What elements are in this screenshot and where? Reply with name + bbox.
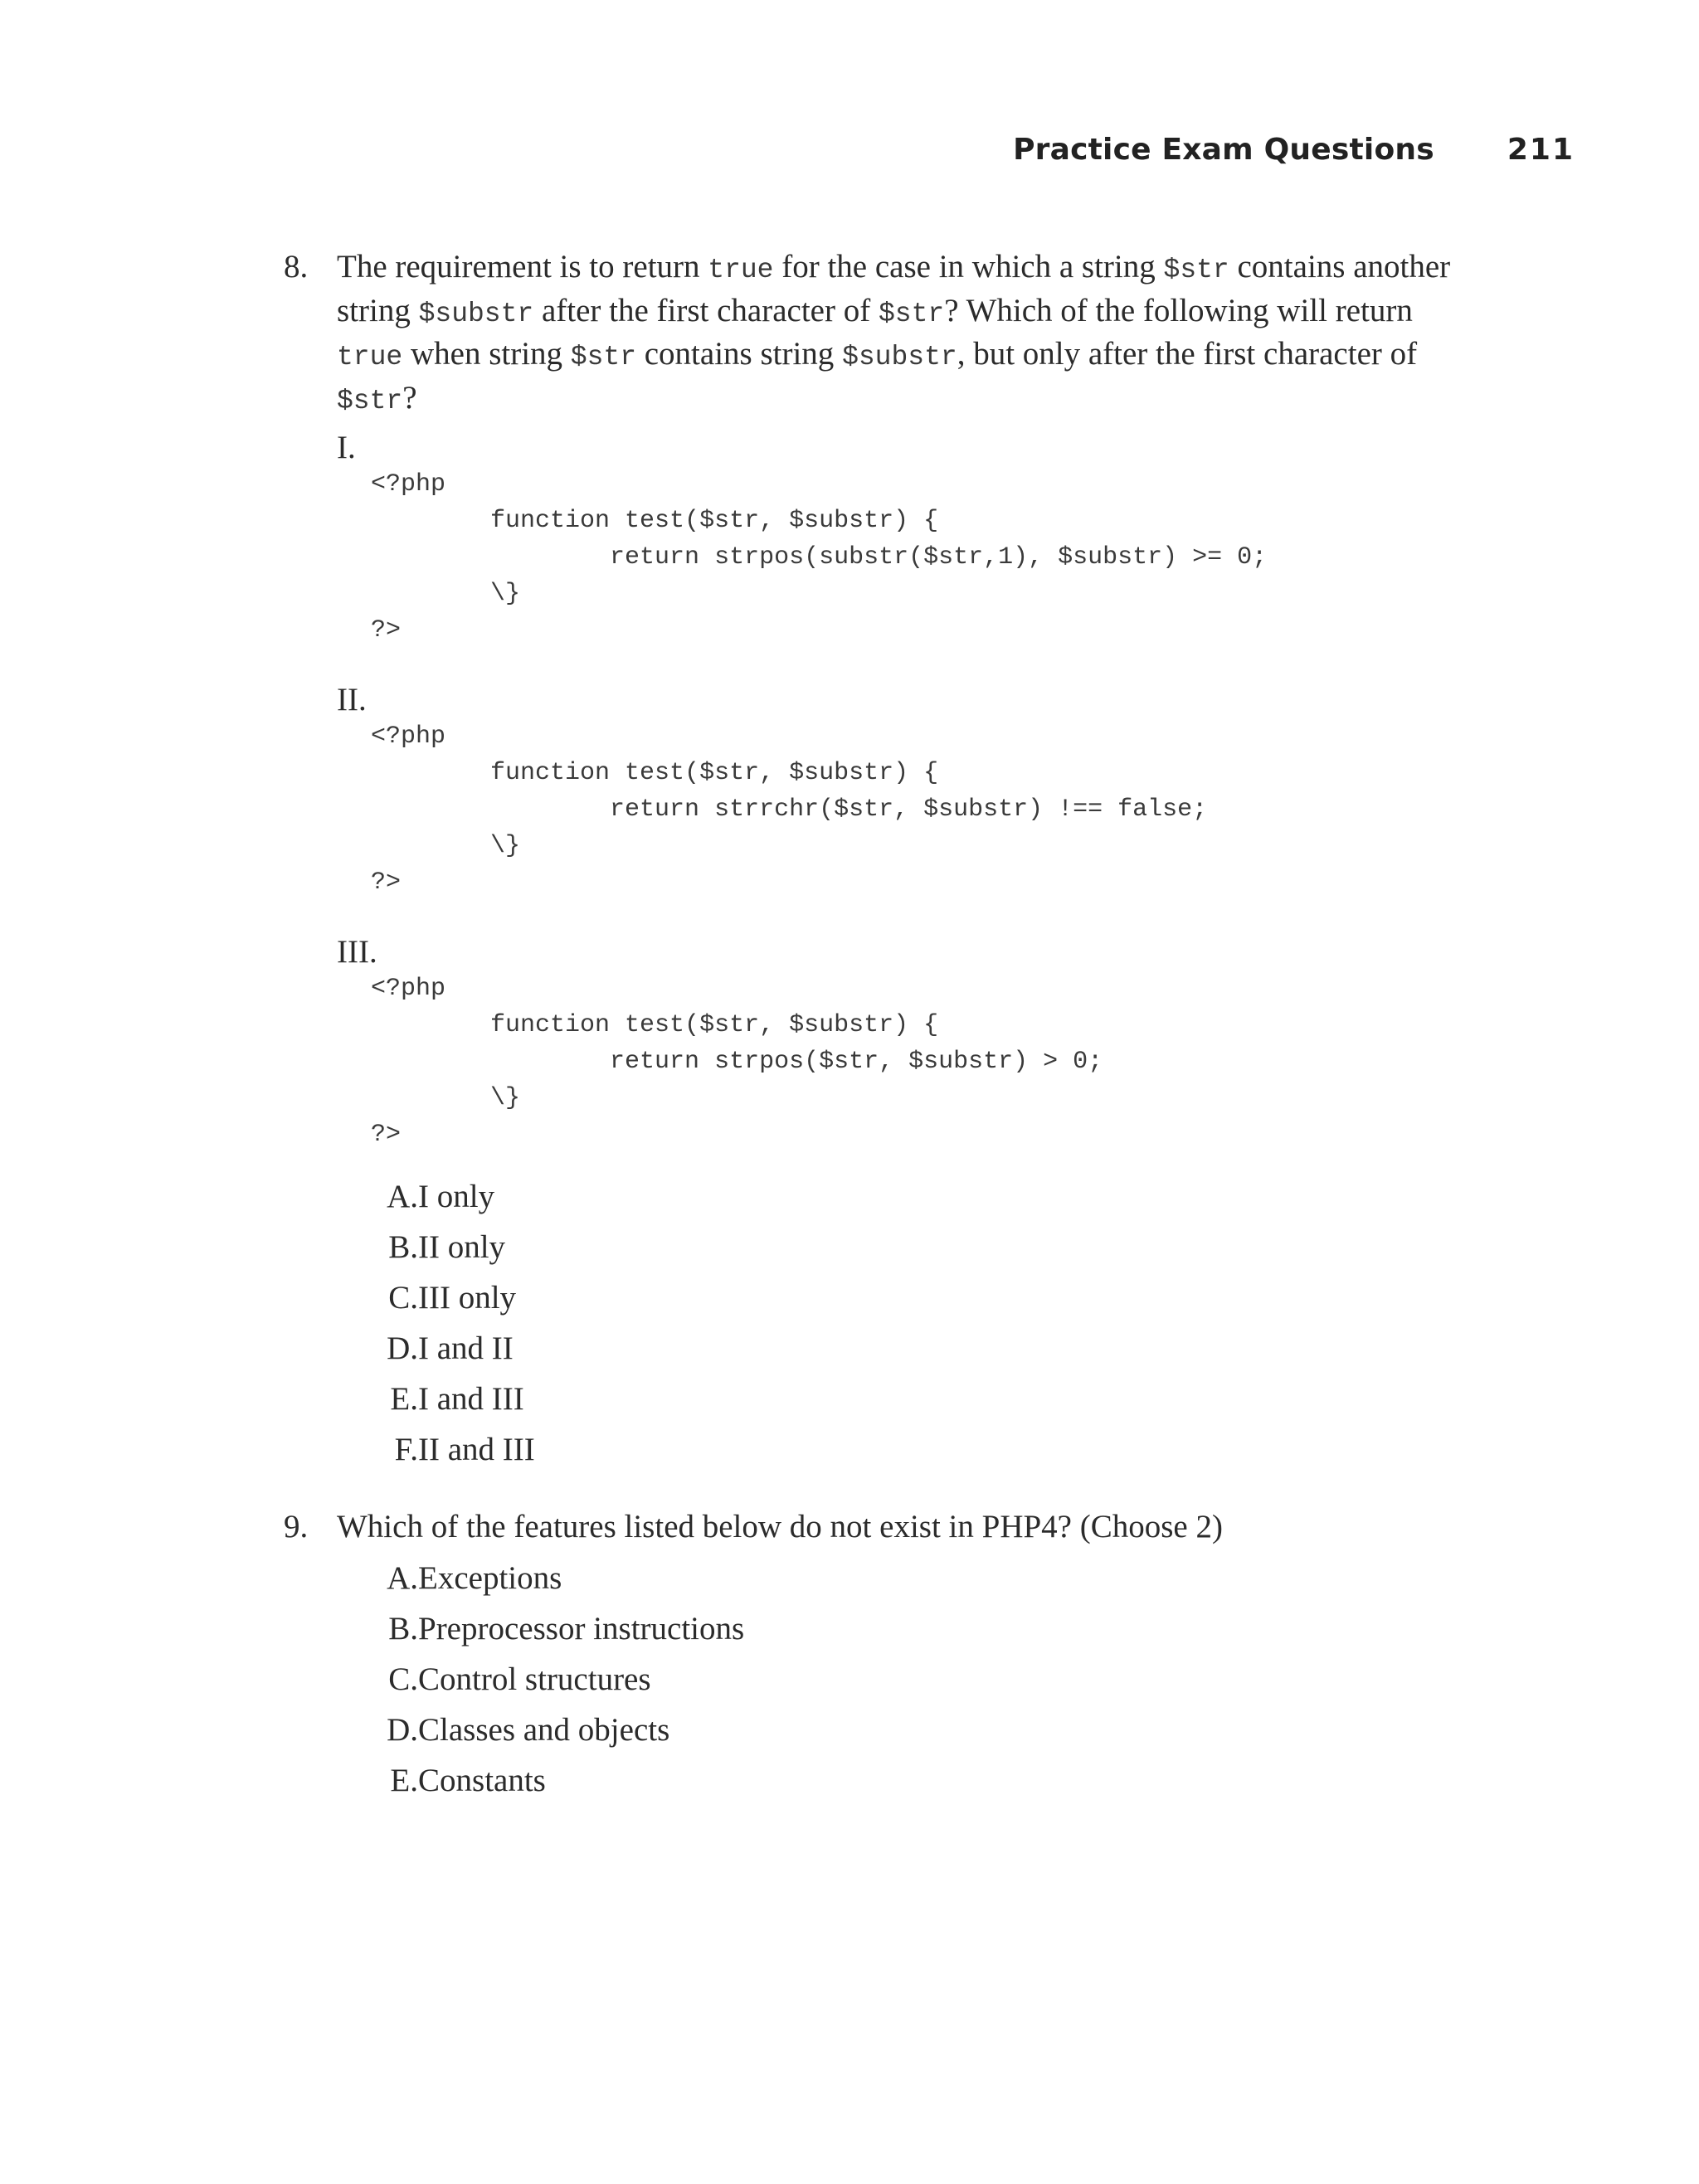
answer-option [367, 1705, 1462, 1755]
option-text: Constants [418, 1762, 546, 1798]
answer-options [337, 1171, 1462, 1475]
option-letter: B. [388, 1229, 418, 1265]
option-letter: F. [394, 1432, 418, 1467]
option-text: Classes and objects [418, 1711, 670, 1748]
text-run: after the first character of [533, 292, 879, 328]
page-number: 211 [1507, 133, 1575, 167]
section-title: Practice Exam Questions [1013, 133, 1434, 167]
option-letter: E. [390, 1381, 418, 1417]
option-letter: C. [388, 1661, 418, 1697]
answer-option [367, 1603, 1462, 1654]
answer-option [367, 1654, 1462, 1705]
code-item-1 [337, 430, 1462, 649]
text-run: ? Which of the following will return [944, 292, 1413, 328]
item-label: II. [337, 682, 367, 717]
question-number: 9. [284, 1509, 309, 1544]
text-run: ? [402, 379, 417, 416]
answer-options [337, 1553, 1462, 1806]
answer-option [367, 1272, 1462, 1323]
code-run: $str [1163, 255, 1229, 285]
text-run: contains another string [337, 249, 1451, 328]
code-run: true [708, 255, 774, 285]
code-run: $substr [842, 342, 957, 372]
answer-option [367, 1755, 1462, 1806]
text-run: Which of the features listed below do not exist in PHP4? (Choose 2) [337, 1509, 1223, 1544]
question-body [337, 1507, 1462, 1806]
question-8 [284, 247, 1462, 1475]
option-text: Exceptions [418, 1559, 562, 1596]
option-text: Preprocessor instructions [418, 1610, 745, 1647]
code-item-2 [337, 682, 1462, 901]
code-run: $str [878, 298, 945, 329]
answer-option [367, 1553, 1462, 1603]
code-run: $str [337, 385, 403, 416]
code-item-3 [337, 934, 1462, 1153]
item-label: I. [337, 430, 356, 465]
option-letter: A. [387, 1559, 418, 1596]
running-head [1013, 133, 1575, 167]
answer-option [367, 1323, 1462, 1374]
option-text: III only [418, 1280, 517, 1316]
option-text: Control structures [418, 1661, 651, 1697]
question-number: 8. [284, 249, 309, 285]
question-text [337, 247, 1462, 421]
item-label: III. [337, 934, 377, 970]
option-text: I only [418, 1179, 495, 1214]
option-text: II only [418, 1229, 506, 1265]
code-block: <?php function test($str, $substr) { return strrchr($str, $substr) !== false; \} ?> [371, 722, 1208, 897]
text-run: when string [402, 336, 571, 372]
option-letter: B. [388, 1610, 418, 1647]
option-text: II and III [418, 1432, 535, 1467]
answer-option [367, 1374, 1462, 1424]
code-block: <?php function test($str, $substr) { return strpos(substr($str,1), $substr) >= 0; \} ?> [371, 470, 1268, 644]
text-run: The requirement is to return [337, 249, 708, 285]
option-text: I and III [418, 1381, 524, 1417]
text-run: for the case in which a string [773, 249, 1164, 285]
answer-option [367, 1171, 1462, 1222]
code-run: $str [570, 342, 636, 372]
code-run: $substr [418, 298, 534, 329]
question-text [337, 1507, 1462, 1548]
code-run: true [337, 342, 403, 372]
question-9 [284, 1507, 1462, 1806]
option-letter: D. [387, 1330, 418, 1366]
answer-option [367, 1222, 1462, 1272]
option-letter: C. [388, 1280, 418, 1316]
option-letter: E. [390, 1762, 418, 1798]
text-run: , but only after the first character of [957, 336, 1418, 372]
code-block: <?php function test($str, $substr) { return strpos($str, $substr) > 0; \} ?> [371, 975, 1103, 1149]
option-letter: D. [387, 1711, 418, 1748]
option-letter: A. [387, 1179, 418, 1214]
text-run: contains string [636, 336, 843, 372]
option-text: I and II [418, 1330, 514, 1366]
answer-option [367, 1424, 1462, 1475]
question-body [337, 247, 1462, 1475]
